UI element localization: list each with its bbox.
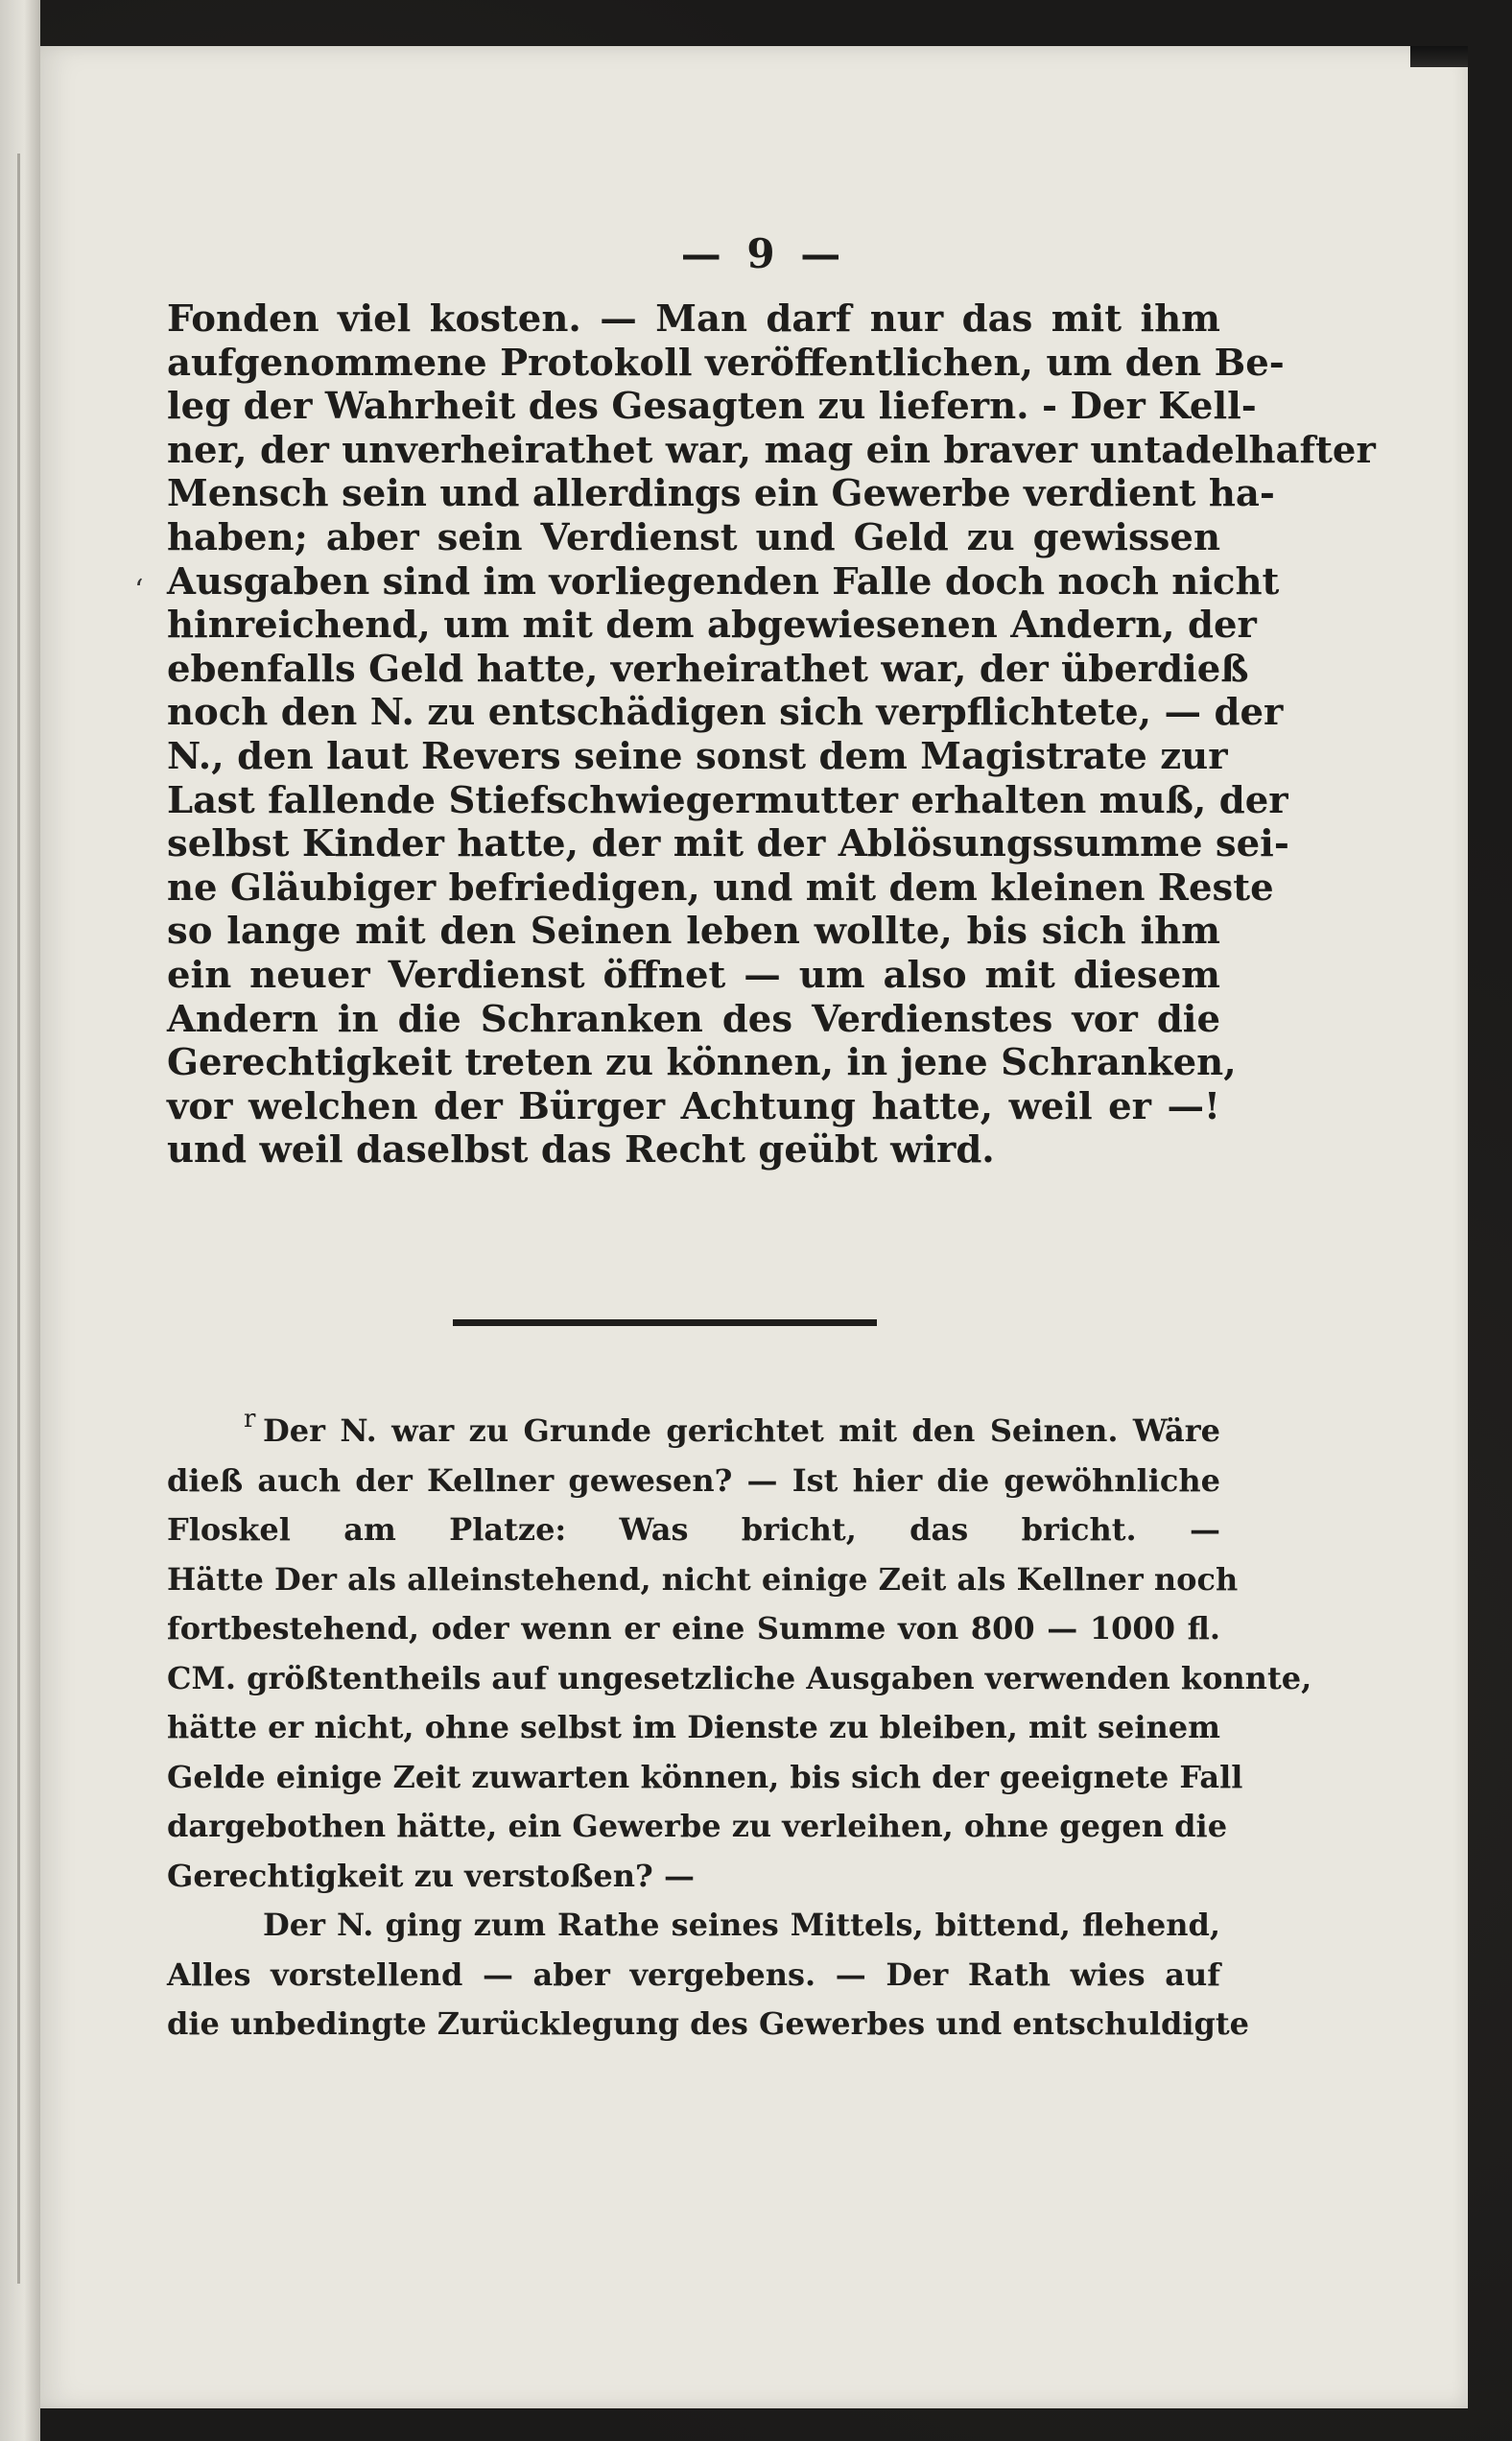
footnote-line: Gelde einige Zeit zuwarten können, bis sich der geeignete Fall — [167, 1758, 1243, 1795]
left-page-margin-line — [17, 154, 20, 2284]
text-line: Andern in die Schranken des Verdienstes vor die — [167, 997, 1220, 1041]
footnote-mark: r — [244, 1405, 256, 1434]
text-line: vor welchen der Bürger Achtung hatte, weil er —! — [167, 1084, 1220, 1128]
footnote-line: die unbedingte Zurücklegung des Gewerbes und entschuldigte — [167, 2005, 1250, 2042]
text-line: Last fallende Stiefschwiegermutter erhalten muß, der — [167, 778, 1288, 822]
left-page-edge — [0, 0, 40, 2441]
text-line: Gerechtigkeit treten zu können, in jene Schranken, — [167, 1041, 1237, 1085]
footnote-line: Der N. war zu Grunde gerichtet mit den Seinen. Wäre — [263, 1412, 1220, 1449]
footnote-line: Alles vorstellend — aber vergebens. — Der Rath wies auf — [167, 1955, 1220, 1993]
text-line: und weil daselbst das Recht geübt wird. — [167, 1128, 995, 1173]
footnote-line: dieß auch der Kellner gewesen? — Ist hier die gewöhnliche — [167, 1461, 1220, 1499]
text-line: so lange mit den Seinen leben wollte, bis sich ihm — [167, 910, 1220, 954]
text-line: Ausgaben sind im vorliegenden Falle doch noch nicht — [167, 559, 1280, 604]
text-line: Fonden viel kosten. — Man darf nur das mit ihm — [167, 297, 1220, 341]
footnote-line: fortbestehend, oder wenn er eine Summe von 800 — 1000 fl. — [167, 1610, 1220, 1647]
text-line: ne Gläubiger befriedigen, und mit dem kleinen Reste — [167, 865, 1274, 910]
footnote-line: Hätte Der als alleinstehend, nicht einige Zeit als Kellner noch — [167, 1560, 1239, 1598]
footnote-line: hätte er nicht, ohne selbst im Dienste zu bleiben, mit seinem — [167, 1709, 1220, 1745]
footnote-line: Floskel am Platze: Was bricht, das bricht. — — [167, 1511, 1220, 1548]
text-line: hinreichend, um mit dem abgewiesenen Andern, der — [167, 604, 1257, 648]
text-line: noch den N. zu entschädigen sich verpflichtete, — der — [167, 691, 1284, 735]
text-line: Mensch sein und allerdings ein Gewerbe verdient ha- — [167, 472, 1275, 516]
footnote-line: CM. größtentheils auf ungesetzliche Ausgaben verwenden konnte, — [167, 1659, 1312, 1696]
text-line: haben; aber sein Verdienst und Geld zu gewissen — [167, 515, 1220, 559]
page-number: — 9 — — [680, 230, 847, 277]
footnote-line: dargebothen hätte, ein Gewerbe zu verleihen, ohne gegen die — [167, 1808, 1228, 1844]
text-line: N., den laut Revers seine sonst dem Magistrate zur — [167, 734, 1228, 778]
section-separator — [453, 1319, 877, 1326]
footnote-text-block — [167, 1407, 1312, 2050]
book-page — [40, 46, 1468, 2408]
footnote-line: Der N. ging zum Rathe seines Mittels, bittend, flehend, — [263, 1907, 1220, 1943]
text-line: leg der Wahrheit des Gesagten zu liefern. - Der Kell- — [167, 385, 1257, 429]
text-line: selbst Kinder hatte, der mit der Ablösungssumme sei- — [167, 822, 1289, 866]
text-line: aufgenommene Protokoll veröffentlichen, um den Be- — [167, 341, 1285, 385]
margin-mark: ‘ — [134, 574, 144, 607]
text-line: ein neuer Verdienst öffnet — um also mit diesem — [167, 953, 1220, 997]
main-text-block — [167, 297, 1376, 1173]
text-line: ner, der unverheirathet war, mag ein braver untadelhafter — [167, 428, 1376, 472]
page-corner-fold — [1410, 46, 1468, 67]
footnote-line: Gerechtigkeit zu verstoßen? — — [167, 1857, 695, 1894]
text-line: ebenfalls Geld hatte, verheirathet war, der überdieß — [167, 647, 1249, 691]
